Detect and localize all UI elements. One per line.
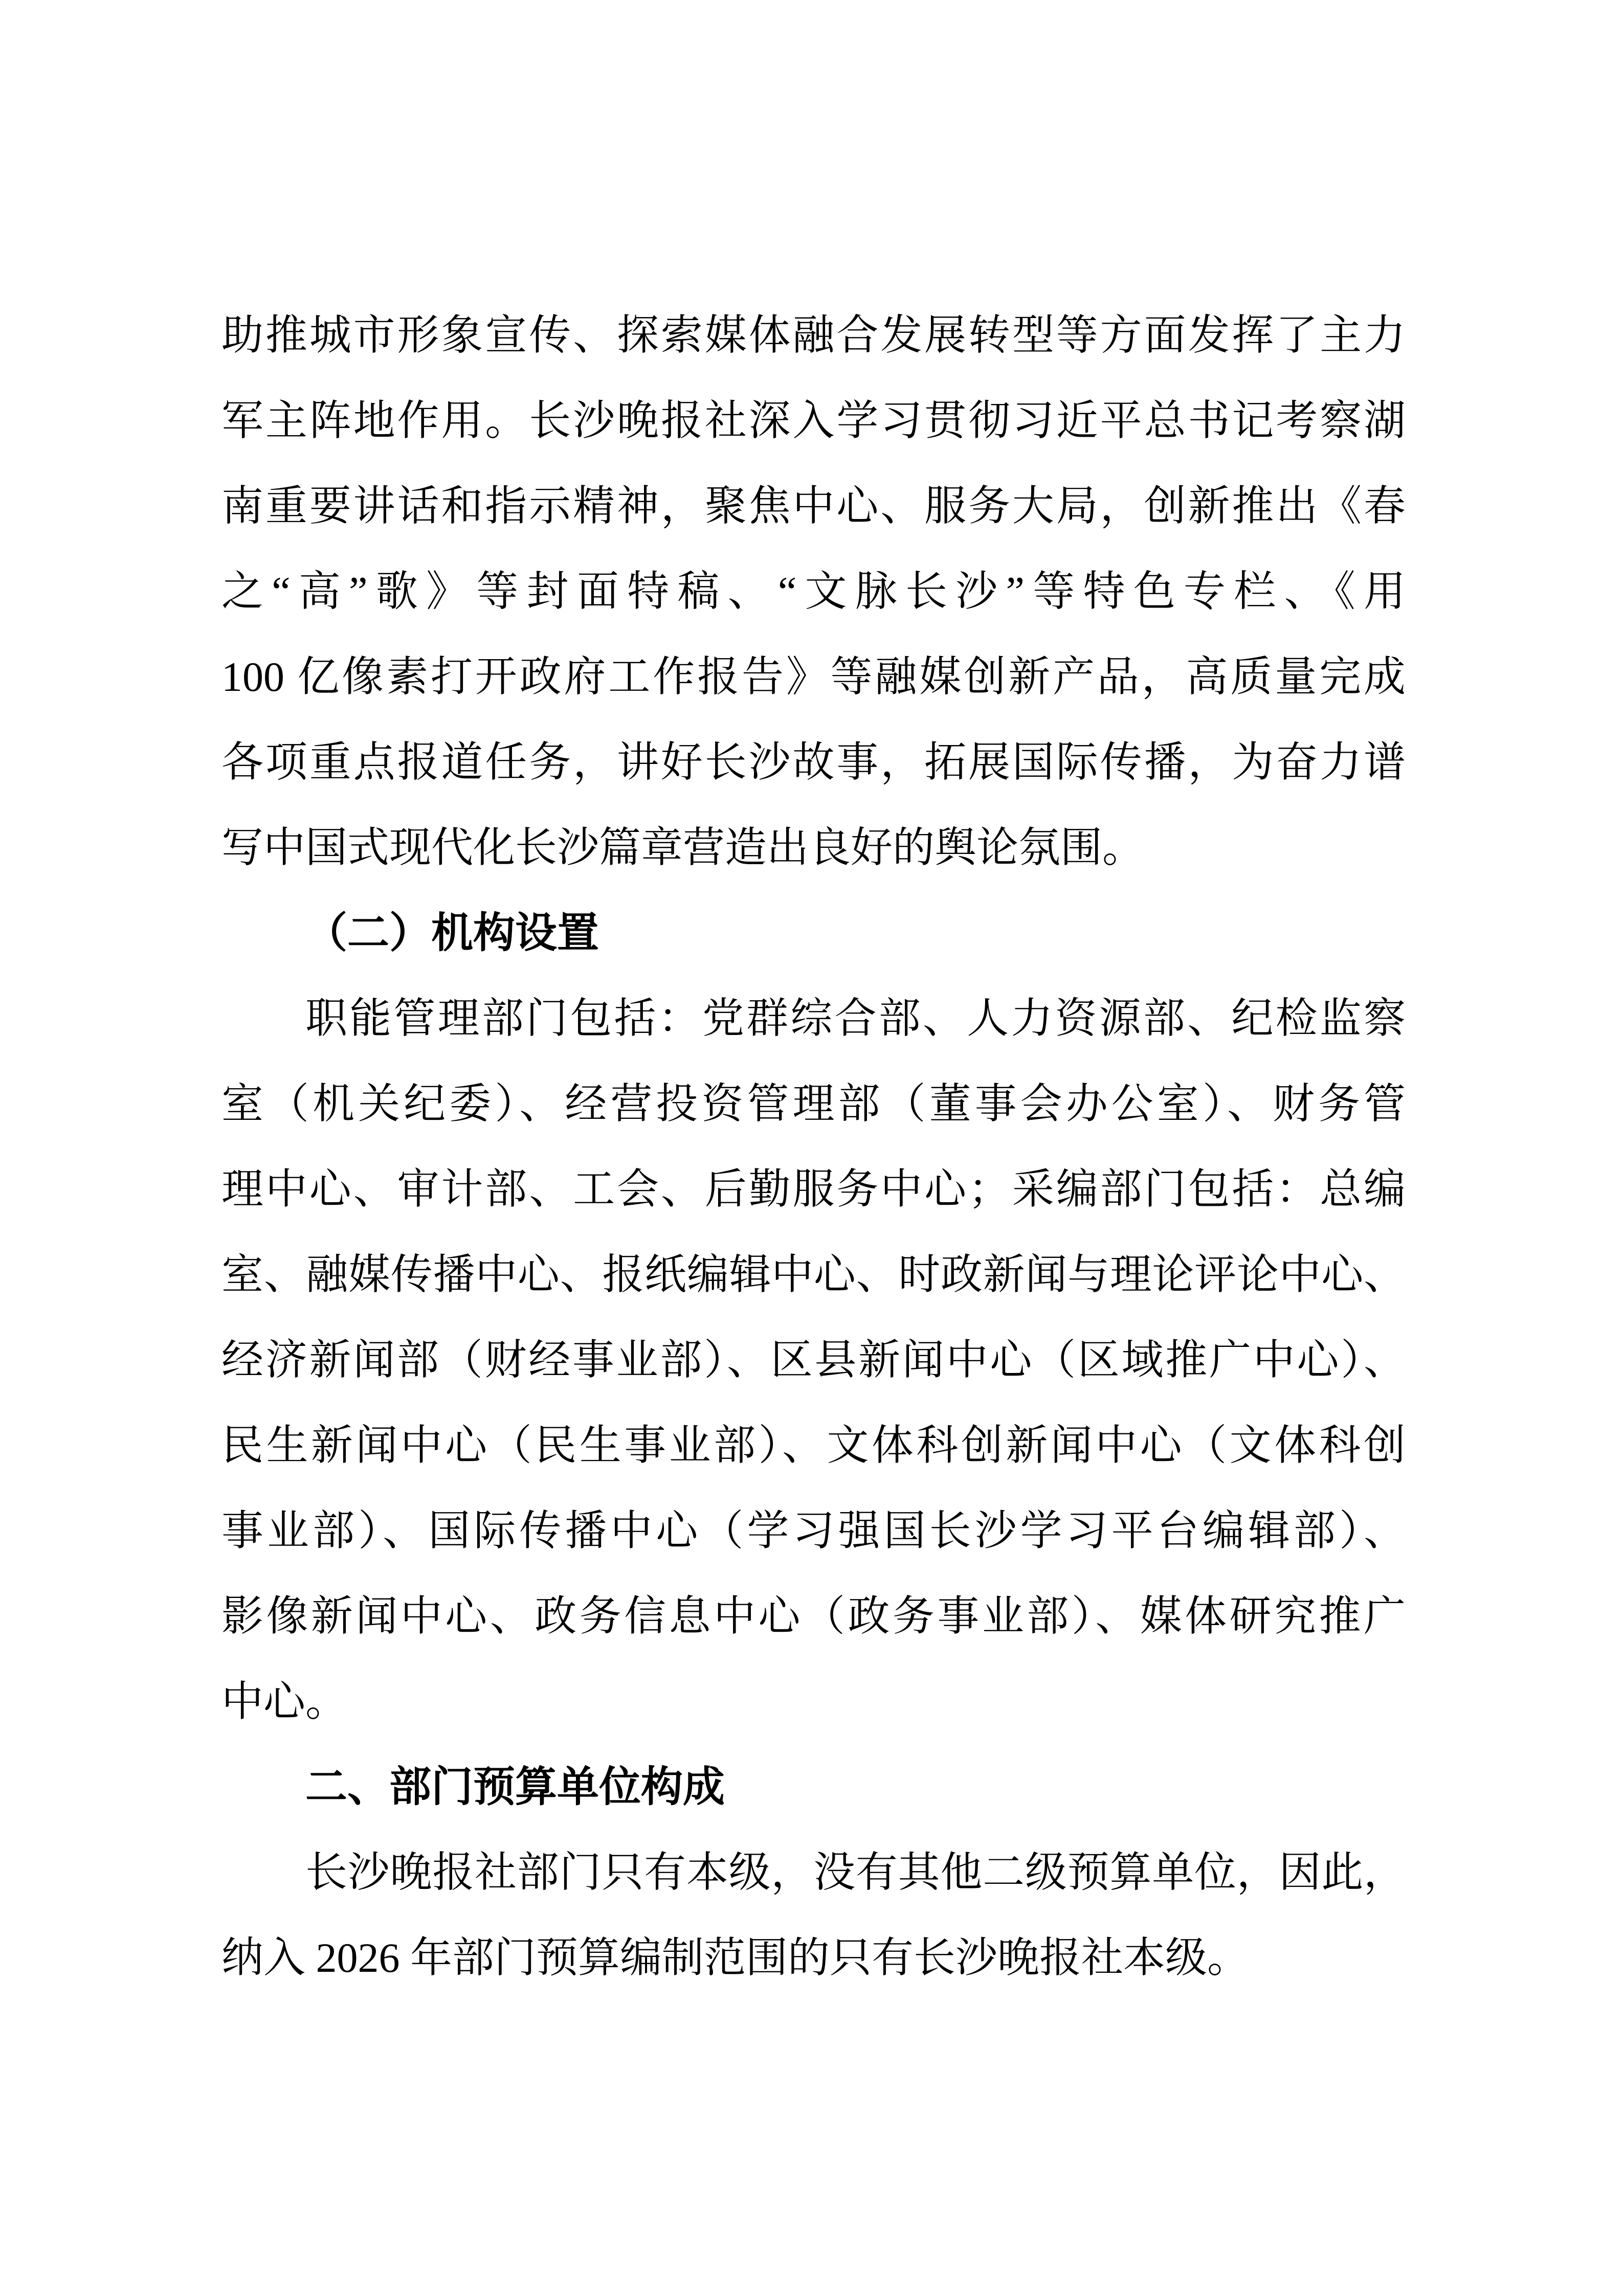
text-line: 助推城市形象宣传、探索媒体融合发展转型等方面发挥了主力 (221, 312, 1406, 358)
text-line: 南重要讲话和指示精神，聚焦中心、服务大局，创新推出《春 (221, 483, 1406, 529)
text-line: 纳入 2026 年部门预算编制范围的只有长沙晚报社本级。 (221, 1934, 1250, 1981)
heading-line: 二、部门预算单位构成 (305, 1764, 725, 1810)
text-line: 军主阵地作用。长沙晚报社深入学习贯彻习近平总书记考察湖 (221, 397, 1406, 444)
text-line: 经济新闻部（财经事业部）、区县新闻中心（区域推广中心）、 (221, 1337, 1406, 1383)
text-line: 影像新闻中心、政务信息中心（政务事业部）、媒体研究推广 (221, 1593, 1406, 1639)
text-line: 写中国式现代化长沙篇章营造出良好的舆论氛围。 (221, 824, 1145, 871)
text-line: 各项重点报道任务，讲好长沙故事，拓展国际传播，为奋力谱 (221, 739, 1406, 785)
text-line: 事业部）、国际传播中心（学习强国长沙学习平台编辑部）、 (221, 1507, 1406, 1554)
text-line: 民生新闻中心（民生事业部）、文体科创新闻中心（文体科创 (221, 1422, 1406, 1469)
heading-line: （二）机构设置 (305, 910, 599, 956)
text-line: 理中心、审计部、工会、后勤服务中心；采编部门包括：总编 (221, 1166, 1406, 1212)
text-line: 室（机关纪委）、经营投资管理部（董事会办公室）、财务管 (221, 1081, 1406, 1127)
document-content (221, 292, 1406, 2000)
text-line: 室、融媒传播中心、报纸编辑中心、时政新闻与理论评论中心、 (221, 1251, 1406, 1298)
text-line: 之“高”歌》等封面特稿、“文脉长沙”等特色专栏、《用 (221, 568, 1406, 615)
text-line: 职能管理部门包括：党群综合部、人力资源部、纪检监察 (305, 995, 1406, 1042)
text-line: 中心。 (221, 1678, 348, 1725)
text-line: 100 亿像素打开政府工作报告》等融媒创新产品，高质量完成 (221, 654, 1406, 700)
text-line: 长沙晚报社部门只有本级，没有其他二级预算单位，因此， (305, 1849, 1406, 1896)
